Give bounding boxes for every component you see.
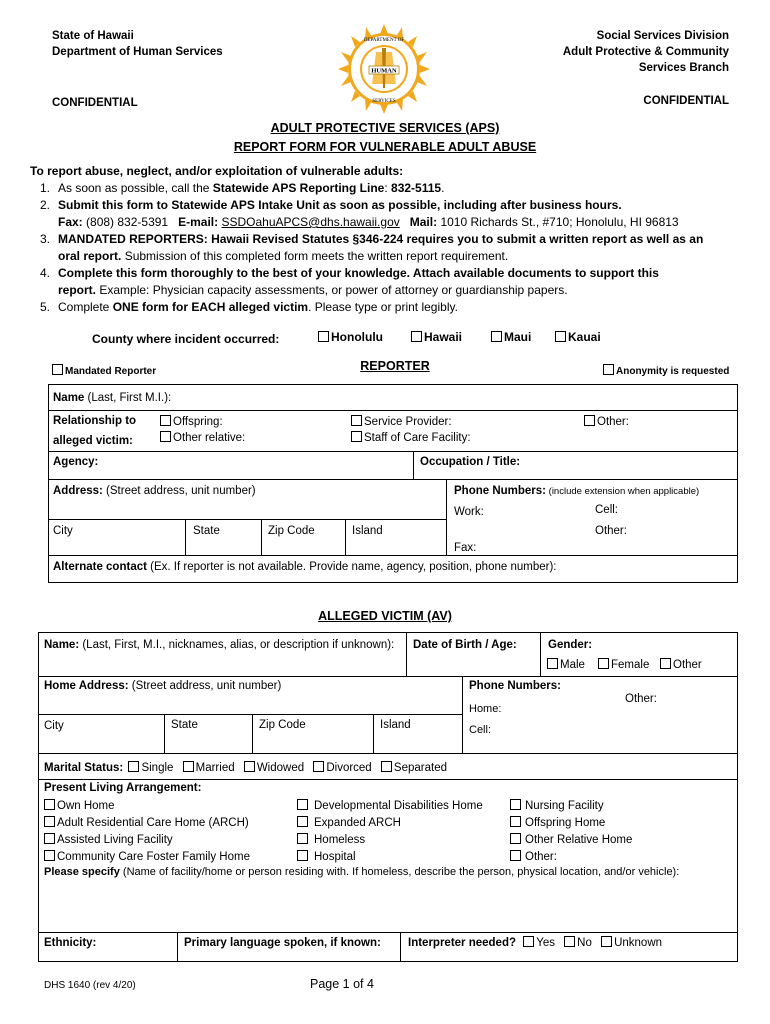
- intake-email-link[interactable]: SSDOahuAPCS@dhs.hawaii.gov: [221, 215, 400, 229]
- confidential-left: CONFIDENTIAL: [52, 97, 138, 109]
- please-specify-field[interactable]: Please specify (Name of facility/home or person residing with. If homeless, describe the person, physical location, and/or vehicle):: [44, 866, 680, 878]
- gender-other-checkbox[interactable]: [660, 658, 671, 669]
- rel-other-checkbox[interactable]: [584, 415, 595, 426]
- reporter-occupation-field[interactable]: Occupation / Title:: [420, 456, 521, 468]
- living-offspring-home[interactable]: Offspring Home: [510, 815, 632, 832]
- rel-other[interactable]: Other:: [584, 415, 629, 429]
- county-honolulu-checkbox[interactable]: [318, 331, 329, 342]
- reporter-alternate-contact[interactable]: Alternate contact (Ex. If reporter is not available. Provide name, agency, position, phone number):: [53, 561, 557, 573]
- victim-zip-field[interactable]: Zip Code: [259, 719, 306, 731]
- victim-phone-home[interactable]: Home:: [469, 703, 502, 715]
- living-other[interactable]: Other:: [510, 849, 632, 866]
- marital-married[interactable]: Married: [183, 762, 235, 774]
- victim-ethnicity-field[interactable]: Ethnicity:: [44, 937, 97, 949]
- relationship-label-2: alleged victim:: [53, 435, 133, 447]
- interpreter-yes-checkbox[interactable]: [523, 936, 534, 947]
- form-title-line2: REPORT FORM FOR VULNERABLE ADULT ABUSE: [233, 140, 537, 154]
- living-hospital[interactable]: Hospital: [297, 849, 483, 866]
- living-expanded-arch[interactable]: Expanded ARCH: [297, 815, 483, 832]
- instruction-1: 1. As soon as possible, call the Statewide APS Reporting Line: 832-5115.: [39, 181, 445, 195]
- instructions-heading: To report abuse, neglect, and/or exploitation of vulnerable adults:: [30, 164, 404, 178]
- anonymity-option[interactable]: Anonymity is requested: [603, 364, 729, 377]
- victim-island-field[interactable]: Island: [380, 719, 411, 731]
- living-dd-home-checkbox[interactable]: [297, 799, 308, 810]
- victim-language-field[interactable]: Primary language spoken, if known:: [184, 937, 381, 949]
- reporter-name-field[interactable]: Name (Last, First M.I.):: [53, 392, 172, 404]
- seal-top-text: DEPARTMENT OF: [363, 38, 405, 43]
- reporter-agency-field[interactable]: Agency:: [53, 456, 99, 468]
- living-assisted-checkbox[interactable]: [44, 833, 55, 844]
- living-other-relative-home[interactable]: Other Relative Home: [510, 832, 632, 849]
- living-homeless-checkbox[interactable]: [297, 833, 308, 844]
- instruction-4-cont: report. Example: Physician capacity assessments, or power of attorney or guardianship papers.: [58, 283, 568, 297]
- county-maui-checkbox[interactable]: [491, 331, 502, 342]
- reporter-phone-cell[interactable]: Cell:: [595, 504, 619, 516]
- victim-state-field[interactable]: State: [171, 719, 198, 731]
- county-honolulu[interactable]: Honolulu: [318, 331, 383, 345]
- living-nursing-checkbox[interactable]: [510, 799, 521, 810]
- living-col-3: [510, 798, 632, 866]
- rel-offspring-checkbox[interactable]: [160, 415, 171, 426]
- gender-male[interactable]: Male: [547, 658, 585, 672]
- living-arch-checkbox[interactable]: [44, 816, 55, 827]
- living-assisted[interactable]: Assisted Living Facility: [44, 832, 250, 849]
- reporter-section: [48, 384, 738, 583]
- living-foster[interactable]: Community Care Foster Family Home: [44, 849, 250, 866]
- marital-divorced[interactable]: Divorced: [313, 762, 371, 774]
- seal-bottom-text: SERVICES: [372, 99, 396, 104]
- living-homeless[interactable]: Homeless: [297, 832, 483, 849]
- living-nursing[interactable]: Nursing Facility: [510, 798, 632, 815]
- rel-staff-care-facility[interactable]: Staff of Care Facility:: [351, 431, 471, 445]
- living-foster-checkbox[interactable]: [44, 850, 55, 861]
- living-other-relative-home-checkbox[interactable]: [510, 833, 521, 844]
- marital-separated[interactable]: Separated: [381, 762, 447, 774]
- interpreter-no[interactable]: No: [564, 937, 592, 949]
- relationship-label-1: Relationship to: [53, 415, 137, 427]
- living-hospital-checkbox[interactable]: [297, 850, 308, 861]
- reporter-phone-work[interactable]: Work:: [454, 506, 484, 518]
- form-id: DHS 1640 (rev 4/20): [44, 980, 136, 991]
- gender-male-checkbox[interactable]: [547, 658, 558, 669]
- interpreter-row: Interpreter needed? Yes No Unknown: [408, 937, 663, 949]
- instruction-3-cont: oral report. Submission of this completed form meets the written report requirement.: [58, 249, 509, 263]
- living-own-home-checkbox[interactable]: [44, 799, 55, 810]
- victim-gender-label: Gender:: [548, 639, 593, 651]
- marital-separated-checkbox[interactable]: [381, 761, 392, 772]
- reporter-address-field[interactable]: Address: (Street address, unit number): [53, 485, 256, 497]
- living-arrangement-label: Present Living Arrangement:: [44, 782, 202, 794]
- victim-city-field[interactable]: City: [44, 720, 64, 732]
- marital-widowed[interactable]: Widowed: [244, 762, 304, 774]
- confidential-right: CONFIDENTIAL: [643, 95, 729, 107]
- county-hawaii-checkbox[interactable]: [411, 331, 422, 342]
- instruction-5: 5. Complete ONE form for EACH alleged victim. Please type or print legibly.: [39, 300, 458, 314]
- marital-married-checkbox[interactable]: [183, 761, 194, 772]
- marital-divorced-checkbox[interactable]: [313, 761, 324, 772]
- victim-name-field[interactable]: Name: (Last, First, M.I., nicknames, alias, or description if unknown):: [44, 639, 395, 651]
- instruction-4: 4. Complete this form thoroughly to the best of your knowledge. Attach available documents to support this: [39, 266, 659, 280]
- instruction-2-contact: Fax: (808) 832-5391 E-mail: SSDOahuAPCS@dhs.hawaii.gov Mail: 1010 Richards St., #710; Honolulu, HI 96813: [58, 215, 679, 229]
- reporter-phone-fax[interactable]: Fax:: [454, 542, 477, 554]
- victim-home-address-field[interactable]: Home Address: (Street address, unit number): [44, 680, 282, 692]
- instruction-3: 3. MANDATED REPORTERS: Hawaii Revised Statutes §346-224 requires you to submit a written report as well as an: [39, 232, 704, 246]
- reporter-state-field[interactable]: State: [193, 525, 220, 537]
- reporter-city-field[interactable]: City: [53, 525, 73, 537]
- marital-widowed-checkbox[interactable]: [244, 761, 255, 772]
- interpreter-yes[interactable]: Yes: [523, 937, 555, 949]
- rel-other-relative-checkbox[interactable]: [160, 431, 171, 442]
- header-division: Social Services Division: [596, 30, 729, 42]
- rel-offspring[interactable]: Offspring:: [160, 415, 223, 429]
- living-expanded-arch-checkbox[interactable]: [297, 816, 308, 827]
- living-dd-home[interactable]: Developmental Disabilities Home: [297, 798, 483, 815]
- reporter-zip-field[interactable]: Zip Code: [268, 525, 315, 537]
- marital-single-checkbox[interactable]: [128, 761, 139, 772]
- county-label: County where incident occurred:: [92, 332, 280, 346]
- interpreter-unknown-checkbox[interactable]: [601, 936, 612, 947]
- anonymity-checkbox[interactable]: [603, 364, 614, 375]
- living-col-1: [44, 798, 250, 866]
- instruction-2: 2. Submit this form to Statewide APS Intake Unit as soon as possible, including after business hours.: [39, 198, 622, 212]
- victim-phone-other[interactable]: Other:: [625, 693, 657, 705]
- rel-service-provider[interactable]: Service Provider:: [351, 415, 452, 429]
- rel-staff-checkbox[interactable]: [351, 431, 362, 442]
- interpreter-unknown[interactable]: Unknown: [601, 937, 662, 949]
- header-branch-line2: Services Branch: [638, 62, 729, 74]
- living-offspring-home-checkbox[interactable]: [510, 816, 521, 827]
- gender-other[interactable]: Other: [660, 658, 702, 672]
- living-other-checkbox[interactable]: [510, 850, 521, 861]
- marital-status-row: Marital Status: Single Married Widowed Divorced Separated: [44, 762, 447, 774]
- county-maui[interactable]: Maui: [491, 331, 531, 345]
- victim-phone-label: Phone Numbers:: [469, 680, 562, 692]
- page-number: Page 1 of 4: [310, 977, 374, 991]
- header-branch-line1: Adult Protective & Community: [562, 46, 729, 58]
- instructions: [30, 163, 750, 316]
- header-agency-state: State of Hawaii: [52, 30, 134, 42]
- living-arch[interactable]: Adult Residential Care Home (ARCH): [44, 815, 250, 832]
- reporter-phone-other[interactable]: Other:: [595, 525, 627, 537]
- reporter-island-field[interactable]: Island: [352, 525, 383, 537]
- county-kauai[interactable]: Kauai: [555, 331, 601, 345]
- gender-female-checkbox[interactable]: [598, 658, 609, 669]
- victim-heading: ALLEGED VICTIM (AV): [318, 609, 452, 623]
- living-col-2: [297, 798, 483, 866]
- form-title-line1: ADULT PROTECTIVE SERVICES (APS): [270, 121, 500, 135]
- marital-single[interactable]: Single: [128, 762, 173, 774]
- header-agency-dept: Department of Human Services: [52, 46, 223, 58]
- mandated-reporter-option[interactable]: Mandated Reporter: [52, 364, 156, 377]
- dhs-seal-logo: [336, 22, 432, 116]
- seal-human-text: HUMAN: [371, 67, 397, 75]
- gender-female[interactable]: Female: [598, 658, 649, 672]
- county-hawaii[interactable]: Hawaii: [411, 331, 462, 345]
- living-own-home[interactable]: Own Home: [44, 798, 250, 815]
- county-kauai-checkbox[interactable]: [555, 331, 566, 342]
- victim-dob-field[interactable]: Date of Birth / Age:: [413, 639, 517, 651]
- interpreter-no-checkbox[interactable]: [564, 936, 575, 947]
- reporter-phone-label: Phone Numbers: (include extension when applicable): [454, 485, 700, 497]
- victim-phone-cell[interactable]: Cell:: [469, 724, 492, 736]
- rel-other-relative[interactable]: Other relative:: [160, 431, 245, 445]
- rel-service-provider-checkbox[interactable]: [351, 415, 362, 426]
- reporter-heading: REPORTER: [360, 359, 430, 373]
